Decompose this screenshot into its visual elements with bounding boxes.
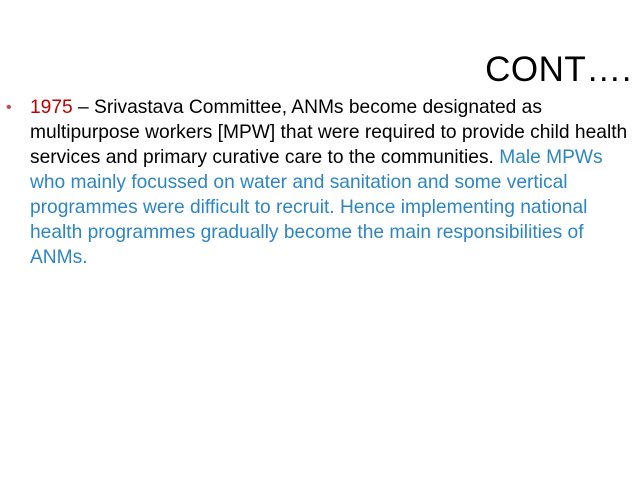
bullet-marker: • xyxy=(6,99,12,116)
bullet-text-black: – Srivastava Committee, ANMs become designated as multipurpose workers [MPW] that were required to provide child health services and primary curative care to the communities. xyxy=(30,97,628,168)
bullet-year: 1975 xyxy=(30,97,73,118)
slide-title: CONT…. xyxy=(485,50,632,89)
bullet-text-blue: Male MPWs who mainly focussed on water and sanitation and some vertical programmes were difficult to recruit. Hence implementing national health programmes gradually become the main responsibilities of ANMs. xyxy=(30,147,603,268)
bullet-text xyxy=(30,95,631,270)
bullet-item xyxy=(6,95,631,270)
